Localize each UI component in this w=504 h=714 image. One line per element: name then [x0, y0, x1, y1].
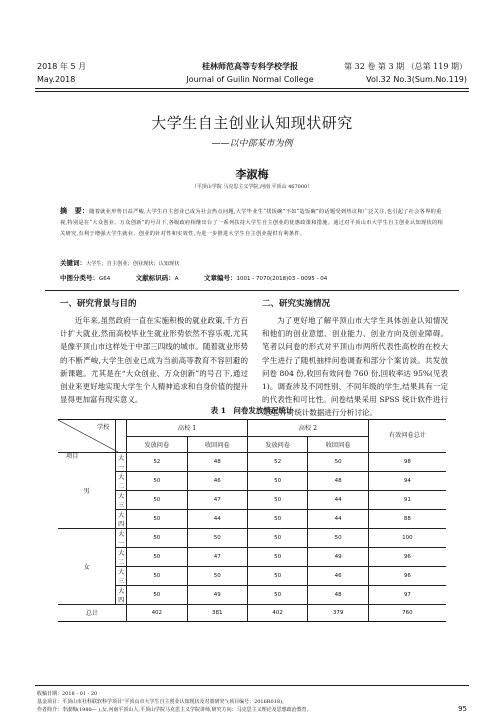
table-total-s2-sent: 402: [247, 605, 307, 622]
header-date-en: May.2018: [37, 75, 76, 84]
table-row: [58, 548, 446, 567]
table-cell-s1-sent: 50: [127, 472, 187, 491]
header-date-cn: 2018 年 5 月: [37, 62, 87, 71]
table-cell-s1-sent: 50: [127, 567, 187, 586]
table-caption: 表 1 问卷发放情况统计: [210, 406, 294, 415]
table-cell-grade: 大二: [116, 548, 127, 567]
clc-value: G64: [99, 276, 111, 282]
table-cell-s2-sent: 50: [247, 567, 307, 586]
section1-body: 近年来,虽然政府一直在实施积极的就业政策,千方百计扩大就业,然而高校毕业生就业形势依然不容乐观,尤其是像平顶山市这样处于中部三四线的城市。随着就业形势的不断严峻,大学生创业已成为当前高等教育不容回避的新课题。尤其是在“大众创业、万众创新”的号召下,通过创业来更好地实现大学生个人精神追求和自身价值的提升显得更加富有现实意义。: [60, 316, 248, 405]
article-id-value: 1001 - 7070(2018)03 - 0095 - 04: [236, 276, 328, 282]
table-cell-s1-recovered: 48: [187, 453, 247, 472]
clc-label: 中图分类号：: [60, 274, 99, 282]
survey-table: [58, 419, 446, 622]
header-date: [37, 60, 86, 86]
header-volume: [344, 60, 467, 86]
article-title: 大学生自主创业认知现状研究: [151, 114, 353, 132]
table-header-item: 项目: [66, 453, 79, 460]
journal-name-en: Journal of Guilin Normal College: [186, 75, 314, 84]
table-cell-valid: 98: [368, 453, 446, 472]
table-header-s2-recovered: 收回问卷: [308, 436, 368, 453]
doc-code-value: A: [174, 276, 179, 282]
footnote-fund: 基金项目：平顶山市社科联软科学项目“平顶山市大学生自主创业认知现状及对策研究”(项目编号：2016R018)。: [37, 699, 288, 705]
table-row: [58, 472, 446, 491]
table-total-s1-sent: 402: [127, 605, 187, 622]
abstract-rule: [45, 290, 459, 291]
table-cell-s2-sent: 52: [247, 453, 307, 472]
table-gender-female: 女: [58, 529, 116, 605]
abstract-label: 摘 要：: [60, 206, 90, 215]
section2-body: 为了更好地了解平顶山市大学生具体创业认知情况和他们的创业意愿、创业能力、创业方向及创业障碍。笔者以问卷的形式对平顶山市两所代表性高校的在校大学生进行了随机抽样问卷调查和部分个案访谈。共发放问卷 804 份,收回有效问卷 760 份,回收率达 95%(见表 1)。调查涉及不同性别、不同年级的学生,结果具有一定的代表性和可比性。问卷结果采用 SPSS 统计软件进行处理,并对统计数据进行分析讨论。: [262, 316, 448, 418]
doc-code-label: 文献标识码：: [135, 274, 175, 282]
table-cell-grade: 大二: [116, 472, 127, 491]
footnote-author: 作者简介：李淑梅(1980— ),女,河南平顶山人,平顶山学院马克思主义学院讲师,研究方向：马克思主义理论及思想政治教育。: [37, 707, 312, 713]
table-gender-male: 男: [58, 453, 116, 529]
table-cell-s2-sent: 50: [247, 491, 307, 510]
table-cell-s2-sent: 50: [247, 472, 307, 491]
classification-line: [60, 273, 327, 282]
abstract: [60, 205, 446, 240]
article-subtitle: ——以中部某市为例: [211, 139, 293, 149]
table-cell-valid: 94: [368, 472, 446, 491]
table-header-valid-total: 有效问卷总计: [368, 420, 446, 453]
table-header-school: 学校: [96, 424, 110, 431]
section1-heading: 一、研究背景与目的: [60, 299, 137, 309]
table-cell-s1-recovered: 44: [187, 510, 247, 529]
table-cell-s2-sent: 50: [247, 510, 307, 529]
author-name: 李淑梅: [235, 168, 269, 181]
table-header-s1-sent: 发放问卷: [127, 436, 187, 453]
table-cell-s1-sent: 50: [127, 529, 187, 548]
table-header-school2: 高校 2: [247, 420, 368, 437]
table-cell-s2-recovered: 50: [308, 453, 368, 472]
table-row: [58, 567, 446, 586]
table-row: [58, 586, 446, 605]
table-row: [58, 491, 446, 510]
table-total-s1-recovered: 381: [187, 605, 247, 622]
footnote-received: 收稿日期：2018 - 01 - 20: [37, 691, 98, 697]
table-cell-valid: 100: [368, 529, 446, 548]
table-row: [58, 510, 446, 529]
table-cell-s2-recovered: 46: [308, 567, 368, 586]
table-cell-valid: 97: [368, 586, 446, 605]
header-rule-top: [35, 88, 469, 89]
table-total-label: 总计: [58, 605, 127, 622]
table-cell-s1-sent: 50: [127, 491, 187, 510]
footnotes: [37, 690, 312, 714]
table-header-s1-recovered: 收回问卷: [187, 436, 247, 453]
header-rule-bottom: [35, 91, 469, 92]
volume-en: Vol.32 No.3(Sum.No.119): [366, 75, 467, 84]
table-cell-s1-recovered: 47: [187, 548, 247, 567]
table-cell-s2-sent: 50: [247, 586, 307, 605]
abstract-text: 随着就业形势日益严峻,大学生自主创业已成为社会热点问题,大学毕业生“找饭碗”不如“造饭碗”的话题受到热议和广泛关注,也引起了社会各界的重视,特别是在“大众创业、万众创新”的号召下,各级政府相继出台了一系列扶持大学生自主创业的优惠政策和措施。通过对平顶山市大学生自主创业认知现状的相关研究,有利于增强大学生就业、创业的针对性和实效性,为进一步推进大学生自主创业提供有利条件。: [60, 209, 443, 237]
author-affiliation: （平顶山学院 马克思主义学院,河南 平顶山 467000）: [191, 184, 313, 190]
table-cell-s2-recovered: 49: [308, 548, 368, 567]
table-cell-valid: 96: [368, 567, 446, 586]
table-cell-s2-sent: 50: [247, 529, 307, 548]
header-journal: [140, 60, 360, 86]
table-cell-s1-sent: 50: [127, 548, 187, 567]
table-cell-s1-sent: 50: [127, 586, 187, 605]
article-id-label: 文章编号：: [204, 274, 237, 282]
journal-name-cn: 桂林师范高等专科学校学报: [202, 61, 298, 71]
table-cell-s2-sent: 50: [247, 548, 307, 567]
table-cell-s1-recovered: 46: [187, 472, 247, 491]
table-cell-grade: 大三: [116, 491, 127, 510]
table-cell-grade: 大四: [116, 510, 127, 529]
keywords-text: 大学生；自主创业；创业现状；认知现状: [86, 261, 180, 267]
table-cell-grade: 大一: [116, 529, 127, 548]
table-total-s2-recovered: 379: [308, 605, 368, 622]
volume-cn: 第 32 卷 第 3 期 （总第 119 期）: [344, 62, 467, 71]
table-cell-s2-recovered: 50: [308, 529, 368, 548]
table-header-row-1: [58, 420, 446, 437]
table-cell-grade: 大一: [116, 453, 127, 472]
table-header-school1: 高校 1: [127, 420, 248, 437]
table-cell-s1-recovered: 47: [187, 491, 247, 510]
table-cell-valid: 88: [368, 510, 446, 529]
keywords-label: 关键词：: [60, 259, 86, 267]
table-cell-s1-recovered: 50: [187, 567, 247, 586]
table-cell-s1-sent: 50: [127, 510, 187, 529]
table-cell-s2-recovered: 44: [308, 510, 368, 529]
table-cell-grade: 大四: [116, 586, 127, 605]
table-header-s2-sent: 发放问卷: [247, 436, 307, 453]
table-cell-s2-recovered: 44: [308, 491, 368, 510]
table-total-row: [58, 605, 446, 622]
table-cell-s1-recovered: 50: [187, 529, 247, 548]
table-row: [58, 453, 446, 472]
table-cell-s1-sent: 52: [127, 453, 187, 472]
keywords: [60, 258, 446, 267]
table-cell-grade: 大三: [116, 567, 127, 586]
table-cell-s2-recovered: 48: [308, 586, 368, 605]
table-row: [58, 529, 446, 548]
table-body: [58, 453, 446, 605]
table-cell-s2-recovered: 48: [308, 472, 368, 491]
footnote-rule: [35, 685, 469, 686]
table-cell-s1-recovered: 49: [187, 586, 247, 605]
section2-heading: 二、研究实施情况: [262, 299, 331, 309]
table-cell-valid: 96: [368, 548, 446, 567]
table-corner-cell: [58, 420, 116, 460]
page-number: 95: [458, 705, 467, 713]
table-total-valid: 760: [402, 609, 413, 616]
table-cell-valid: 91: [368, 491, 446, 510]
